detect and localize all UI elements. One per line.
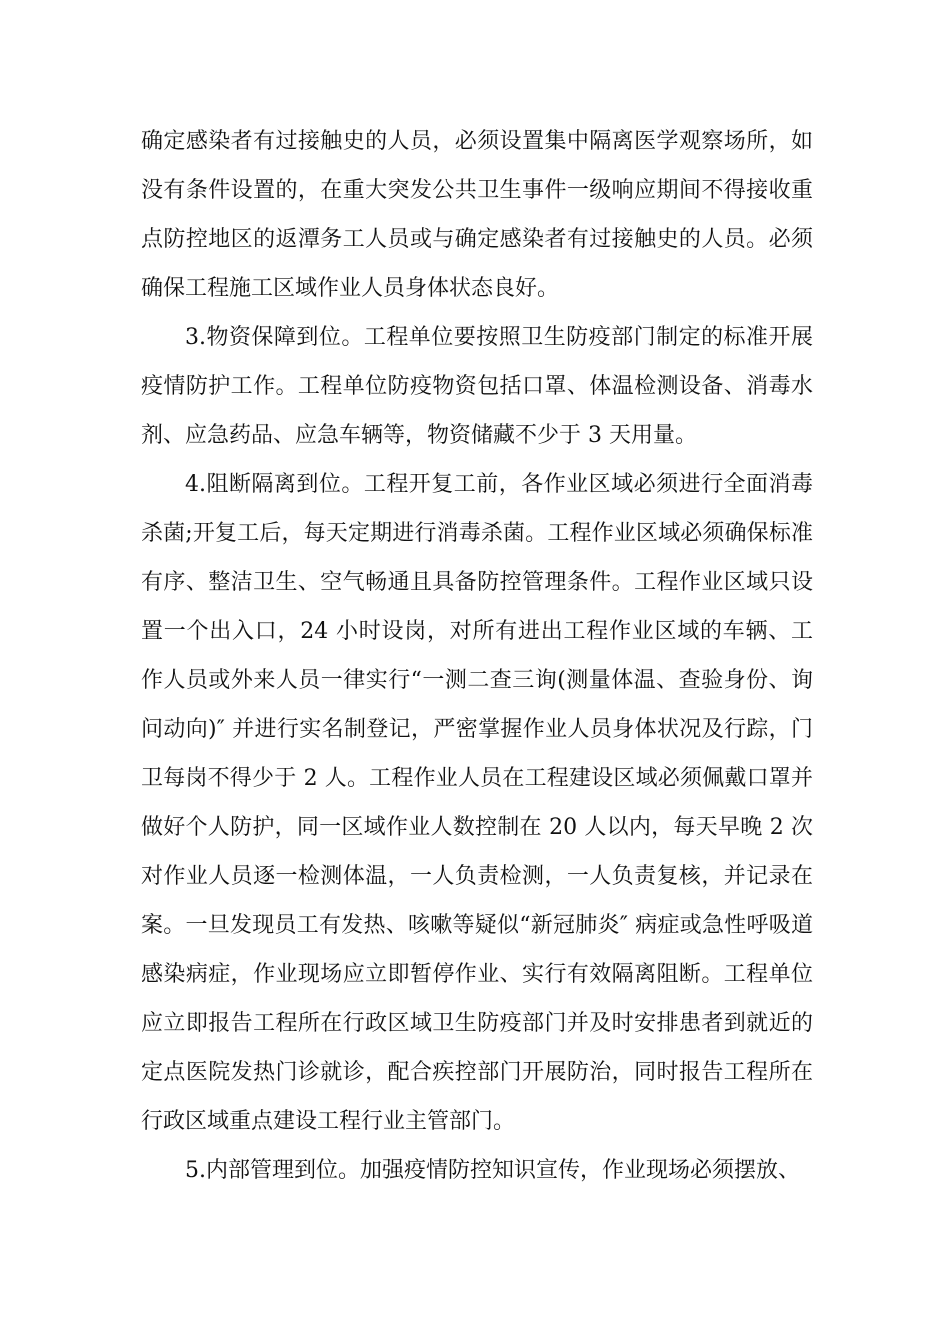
paragraph-material-supply: 3.物资保障到位。工程单位要按照卫生防疫部门制定的标准开展疫情防护工作。工程单位防疫物资包括口罩、体温检测设备、消毒水剂、应急药品、应急车辆等，物资储藏不少于 3 天用量。 <box>141 325 813 448</box>
paragraph-isolation: 4.阻断隔离到位。工程开复工前，各作业区域必须进行全面消毒杀菌;开复工后，每天定期进行消毒杀菌。工程作业区域必须确保标准有序、整洁卫生、空气畅通且具备防控管理条件。工程作业区域只设置一个出入口，24 小时设岗，对所有进出工程作业区域的车辆、工作人员或外来人员一律实行“一测二查三询(测量体温、查验身份、询问动向)″ 并进行实名制登记，严密掌握作业人员身体状况及行踪，门卫每岗不得少于 2 人。工程作业人员在工程建设区域必须佩戴口罩并做好个人防护，同一区域作业人数控制在 20 人以内，每天早晚 2 次对作业人员逐一检测体温，一人负责检测，一人负责复核，并记录在案。一旦发现员工有发热、咳嗽等疑似“新冠肺炎″ 病症或急性呼吸道感染病症，作业现场应立即暂停作业、实行有效隔离阻断。工程单位应立即报告工程所在行政区域卫生防疫部门并及时安排患者到就近的定点医院发热门诊就诊，配合疾控部门开展防治，同时报告工程所在行政区域重点建设工程行业主管部门。 <box>141 472 813 1134</box>
document-body <box>141 117 813 1195</box>
paragraph-continuation: 确定感染者有过接触史的人员，必须设置集中隔离医学观察场所，如没有条件设置的，在重大突发公共卫生事件一级响应期间不得接收重点防控地区的返潭务工人员或与确定感染者有过接触史的人员。必须确保工程施工区域作业人员身体状态良好。 <box>141 129 813 301</box>
paragraph-internal-management: 5.内部管理到位。加强疫情防控知识宣传，作业现场必须摆放、 <box>185 1158 800 1183</box>
